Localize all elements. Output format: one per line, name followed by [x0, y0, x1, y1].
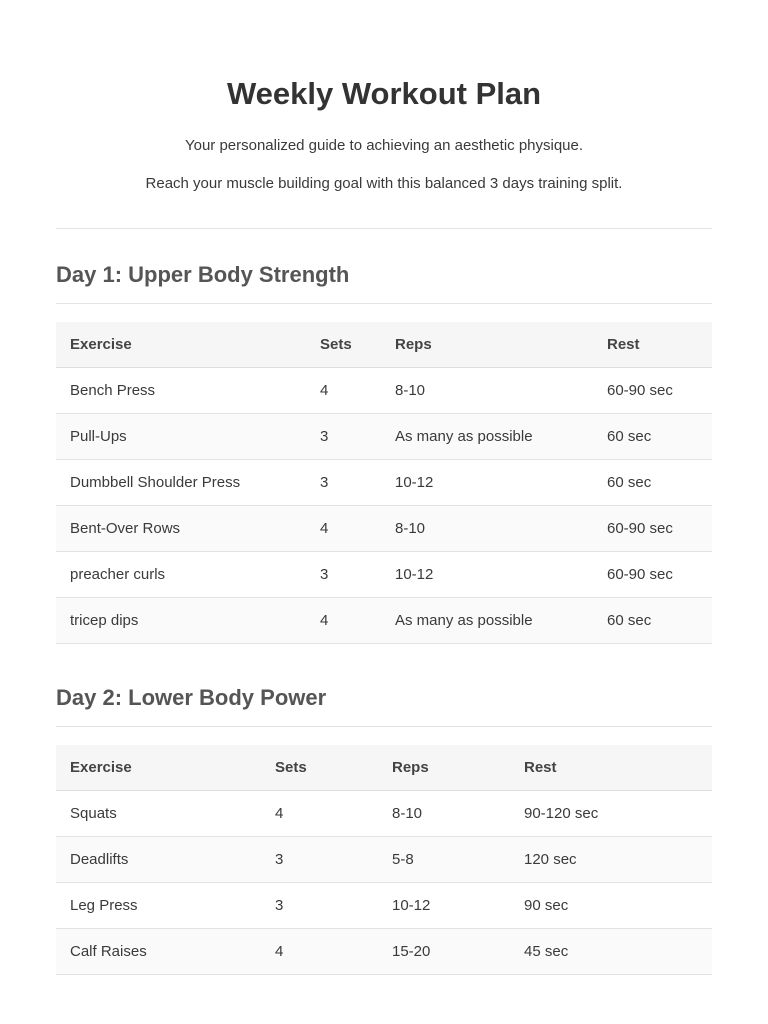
day-2-divider [56, 726, 712, 727]
day-1-title: Day 1: Upper Body Strength [56, 262, 350, 287]
sets-cell: 3 [261, 883, 378, 929]
day-1-divider [56, 303, 712, 304]
table-row [56, 368, 712, 414]
table-header-row [56, 745, 712, 791]
sets-cell: 4 [306, 598, 381, 644]
exercise-cell: preacher curls [56, 552, 306, 598]
table-row [56, 506, 712, 552]
reps-cell: 10-12 [378, 883, 510, 929]
table-row [56, 883, 712, 929]
column-header-sets: Sets [306, 322, 381, 368]
table-row [56, 929, 712, 975]
reps-cell: 5-8 [378, 837, 510, 883]
column-header-rest: Rest [593, 322, 712, 368]
exercise-cell: Calf Raises [56, 929, 261, 975]
exercise-cell: Dumbbell Shoulder Press [56, 460, 306, 506]
column-header-exercise: Exercise [56, 322, 306, 368]
column-header-sets: Sets [261, 745, 378, 791]
sets-cell: 3 [306, 552, 381, 598]
exercise-cell: Bench Press [56, 368, 306, 414]
reps-cell: 8-10 [381, 368, 593, 414]
column-header-rest: Rest [510, 745, 712, 791]
table-header-row [56, 322, 712, 368]
reps-cell: 10-12 [381, 460, 593, 506]
column-header-reps: Reps [378, 745, 510, 791]
day-2-title: Day 2: Lower Body Power [56, 685, 327, 710]
sets-cell: 3 [306, 460, 381, 506]
page-header [56, 0, 712, 194]
rest-cell: 90-120 sec [510, 791, 712, 837]
rest-cell: 60-90 sec [593, 552, 712, 598]
reps-cell: As many as possible [381, 598, 593, 644]
exercise-cell: Squats [56, 791, 261, 837]
page-subtitle: Your personalized guide to achieving an aesthetic physique. [184, 137, 584, 154]
table-row [56, 598, 712, 644]
rest-cell: 60-90 sec [593, 506, 712, 552]
reps-cell: 8-10 [378, 791, 510, 837]
sets-cell: 4 [306, 506, 381, 552]
rest-cell: 60 sec [593, 460, 712, 506]
sets-cell: 3 [261, 837, 378, 883]
day-1-section [56, 260, 712, 644]
exercise-cell: Deadlifts [56, 837, 261, 883]
rest-cell: 90 sec [510, 883, 712, 929]
column-header-reps: Reps [381, 322, 593, 368]
exercise-cell: tricep dips [56, 598, 306, 644]
reps-cell: As many as possible [381, 414, 593, 460]
rest-cell: 60-90 sec [593, 368, 712, 414]
table-row [56, 837, 712, 883]
reps-cell: 15-20 [378, 929, 510, 975]
reps-cell: 10-12 [381, 552, 593, 598]
sets-cell: 3 [306, 414, 381, 460]
day-2-section [56, 683, 712, 975]
table-row [56, 791, 712, 837]
exercise-cell: Bent-Over Rows [56, 506, 306, 552]
rest-cell: 60 sec [593, 598, 712, 644]
rest-cell: 120 sec [510, 837, 712, 883]
day-2-table [56, 745, 712, 975]
sets-cell: 4 [261, 929, 378, 975]
day-1-table [56, 322, 712, 644]
table-row [56, 460, 712, 506]
reps-cell: 8-10 [381, 506, 593, 552]
column-header-exercise: Exercise [56, 745, 261, 791]
page-title: Weekly Workout Plan [226, 76, 542, 111]
rest-cell: 45 sec [510, 929, 712, 975]
exercise-cell: Pull-Ups [56, 414, 306, 460]
rest-cell: 60 sec [593, 414, 712, 460]
table-row [56, 414, 712, 460]
sets-cell: 4 [261, 791, 378, 837]
page-description: Reach your muscle building goal with this balanced 3 days training split. [145, 175, 623, 192]
sets-cell: 4 [306, 368, 381, 414]
header-divider [56, 228, 712, 229]
exercise-cell: Leg Press [56, 883, 261, 929]
table-row [56, 552, 712, 598]
